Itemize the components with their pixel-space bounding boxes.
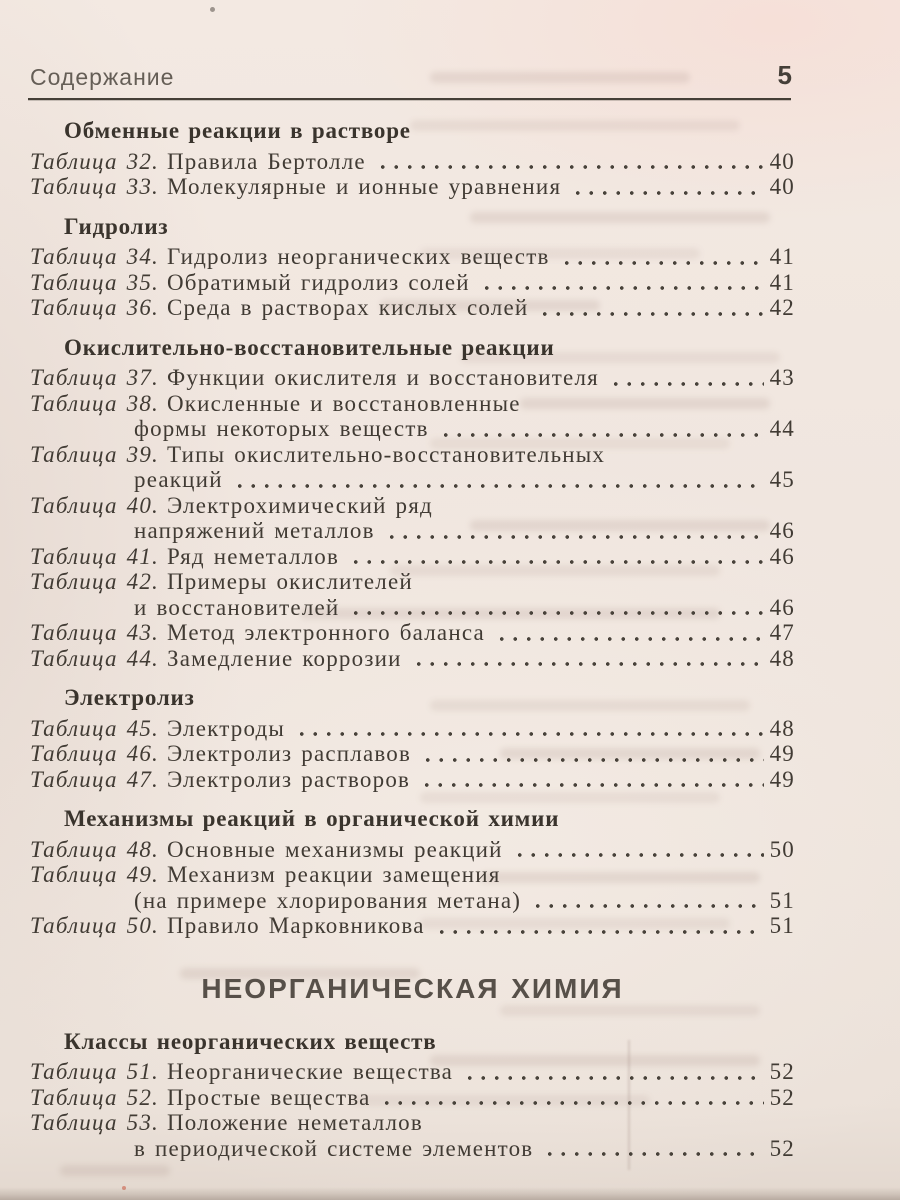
entry-page-number: 44 [769, 416, 795, 441]
dot-leader [463, 1059, 763, 1085]
page-title: Содержание [30, 64, 175, 90]
toc-entry [30, 544, 795, 570]
table-label: Таблица 33. [30, 174, 159, 199]
toc-entry-line [30, 1110, 795, 1136]
table-label: Таблица 35. [30, 269, 159, 295]
toc-entry [30, 716, 795, 742]
dot-leader [571, 174, 763, 200]
toc-entry [30, 365, 795, 391]
entry-page-number: 52 [769, 1135, 795, 1161]
entry-title: Молекулярные и ионные уравнения [166, 174, 562, 199]
entry-page-number: 41 [769, 269, 795, 295]
entry-page-number: 41 [769, 244, 795, 269]
dot-leader [385, 518, 764, 544]
entry-title: Электролиз растворов [166, 766, 411, 792]
toc-entry [30, 1085, 795, 1111]
toc-entry-line [30, 493, 795, 519]
dot-leader [295, 716, 764, 742]
entry-continuation-text: (на примере хлорирования метана) [134, 887, 522, 913]
entry-page-number: 40 [769, 148, 795, 174]
table-label: Таблица 53. [30, 1110, 159, 1135]
toc-entry [30, 741, 795, 767]
toc-entry-line [30, 862, 795, 888]
section-heading: Окислительно-восстановительные реакции [64, 334, 555, 360]
toc-entry [30, 493, 795, 544]
dot-leader [538, 295, 763, 321]
entry-page-number: 52 [769, 1059, 795, 1084]
dot-leader [560, 244, 764, 270]
scan-bottom-shadow [0, 1187, 900, 1200]
table-label: Таблица 44. [30, 645, 159, 671]
toc-entry [30, 174, 795, 200]
toc-entry-continuation-line [30, 888, 795, 914]
scan-speck [210, 7, 215, 12]
toc-entry [30, 913, 795, 939]
toc [30, 110, 795, 1161]
toc-entry-line [30, 1085, 795, 1111]
dot-leader [435, 913, 764, 939]
entry-continuation-text: в периодической системе элементов [134, 1135, 534, 1161]
dot-leader [609, 365, 764, 391]
entry-title: Типы окислительно-восстановительных [166, 441, 606, 467]
dot-leader [380, 1085, 763, 1111]
section-heading: Механизмы реакций в органической химии [64, 806, 560, 831]
table-label: Таблица 32. [30, 148, 159, 174]
table-label: Таблица 43. [30, 620, 159, 645]
toc-entry [30, 837, 795, 863]
entry-page-number: 42 [769, 295, 795, 320]
table-label: Таблица 40. [30, 492, 159, 518]
toc-entry-line [30, 244, 795, 270]
entry-title: Правило Марковникова [166, 913, 425, 938]
toc-entry [30, 569, 795, 620]
toc-entry [30, 295, 795, 321]
entry-title: Метод электронного баланса [166, 620, 485, 645]
toc-entry-line [30, 716, 795, 742]
toc-entry [30, 244, 795, 270]
entry-title: Электрохимический ряд [166, 492, 433, 518]
dot-leader [412, 646, 764, 672]
toc-entry-line [30, 620, 795, 646]
dot-leader [480, 270, 764, 296]
bleed-through-artifact [60, 1165, 170, 1176]
toc-entry [30, 767, 795, 793]
toc-entry [30, 1059, 795, 1085]
dot-leader [420, 767, 764, 793]
entry-title: Замедление коррозии [166, 645, 402, 671]
entry-title: Гидролиз неорганических веществ [166, 244, 550, 269]
entry-continuation-text: и восстановителей [134, 594, 340, 620]
dot-leader [233, 467, 764, 493]
table-label: Таблица 48. [30, 836, 159, 862]
table-label: Таблица 49. [30, 862, 159, 887]
entry-continuation-text: реакций [134, 467, 223, 492]
toc-entry [30, 620, 795, 646]
entry-title: Простые вещества [166, 1084, 371, 1110]
toc-entry [30, 1110, 795, 1161]
toc-entry [30, 149, 795, 175]
toc-entry-line [30, 767, 795, 793]
entry-page-number: 48 [769, 715, 795, 741]
dot-leader [349, 595, 763, 621]
entry-title: Положение неметаллов [166, 1110, 423, 1135]
entry-title: Среда в растворах кислых солей [166, 295, 529, 320]
toc-entry-line [30, 544, 795, 570]
entry-title: Примеры окислителей [166, 569, 413, 594]
table-label: Таблица 39. [30, 441, 159, 467]
running-head [30, 60, 792, 91]
dot-leader [495, 620, 764, 646]
toc-entry [30, 391, 795, 442]
dot-leader [421, 741, 764, 767]
dot-leader [513, 837, 764, 863]
entry-page-number: 49 [769, 741, 795, 766]
table-label: Таблица 42. [30, 569, 159, 594]
toc-entry-continuation-line [30, 595, 795, 621]
entry-page-number: 48 [769, 645, 795, 671]
section-heading: Гидролиз [64, 213, 169, 239]
entry-title: Механизм реакции замещения [166, 862, 501, 887]
entry-page-number: 49 [769, 766, 795, 792]
entry-title: Электролиз расплавов [166, 741, 412, 766]
toc-entry-continuation-line [30, 518, 795, 544]
entry-page-number: 46 [769, 594, 795, 620]
toc-entry-continuation-line [30, 416, 795, 442]
table-label: Таблица 45. [30, 715, 159, 741]
toc-entry [30, 646, 795, 672]
dot-leader [349, 544, 764, 570]
table-label: Таблица 34. [30, 244, 159, 269]
toc-entry-continuation-line [30, 467, 795, 493]
dot-leader [531, 888, 763, 914]
entry-title: Основные механизмы реакций [166, 836, 503, 862]
entry-continuation-text: формы некоторых веществ [134, 416, 429, 441]
table-label: Таблица 51. [30, 1059, 159, 1084]
toc-entry-line [30, 741, 795, 767]
entry-page-number: 47 [769, 620, 795, 645]
toc-entry-continuation-line [30, 1136, 795, 1162]
entry-page-number: 45 [769, 467, 795, 492]
toc-entry-line [30, 149, 795, 175]
table-label: Таблица 50. [30, 913, 159, 938]
toc-entry-line [30, 913, 795, 939]
toc-entry [30, 442, 795, 493]
table-label: Таблица 41. [30, 543, 159, 569]
toc-entry [30, 862, 795, 913]
entry-page-number: 50 [769, 836, 795, 862]
toc-entry-line [30, 391, 795, 417]
entry-title: Правила Бертолле [166, 148, 366, 174]
entry-continuation-text: напряжений металлов [134, 518, 375, 543]
toc-entry-line [30, 174, 795, 200]
table-label: Таблица 52. [30, 1084, 159, 1110]
entry-title: Обратимый гидролиз солей [166, 269, 470, 295]
table-label: Таблица 36. [30, 295, 159, 320]
table-label: Таблица 38. [30, 390, 159, 416]
entry-title: Функции окислителя и восстановителя [166, 365, 599, 390]
entry-title: Ряд неметаллов [166, 543, 340, 569]
toc-entry-line [30, 442, 795, 468]
section-heading: Электролиз [64, 685, 195, 710]
toc-entry-line [30, 270, 795, 296]
toc-entry-line [30, 837, 795, 863]
entry-page-number: 51 [769, 913, 795, 938]
entry-title: Неорганические вещества [166, 1059, 454, 1084]
entry-page-number: 46 [769, 518, 795, 543]
entry-page-number: 43 [769, 365, 795, 390]
toc-entry [30, 270, 795, 296]
entry-page-number: 52 [769, 1084, 795, 1110]
entry-title: Электроды [166, 715, 286, 741]
entry-page-number: 46 [769, 543, 795, 569]
header-rule [28, 98, 791, 100]
entry-title: Окисленные и восстановленные [166, 390, 521, 416]
toc-entry-line [30, 569, 795, 595]
dot-leader [543, 1136, 763, 1162]
toc-entry-line [30, 295, 795, 321]
table-label: Таблица 37. [30, 365, 159, 390]
dot-leader [439, 416, 764, 442]
toc-entry-line [30, 1059, 795, 1085]
part-title: НЕОРГАНИЧЕСКАЯ ХИМИЯ [201, 972, 624, 1004]
toc-entry-line [30, 646, 795, 672]
entry-page-number: 40 [769, 174, 795, 199]
dot-leader [376, 149, 764, 175]
section-heading: Обменные реакции в растворе [64, 118, 411, 143]
page-number: 5 [777, 60, 792, 90]
table-label: Таблица 46. [30, 741, 159, 766]
entry-page-number: 51 [769, 887, 795, 913]
table-label: Таблица 47. [30, 766, 159, 792]
section-heading: Классы неорганических веществ [64, 1028, 437, 1054]
toc-entry-line [30, 365, 795, 391]
